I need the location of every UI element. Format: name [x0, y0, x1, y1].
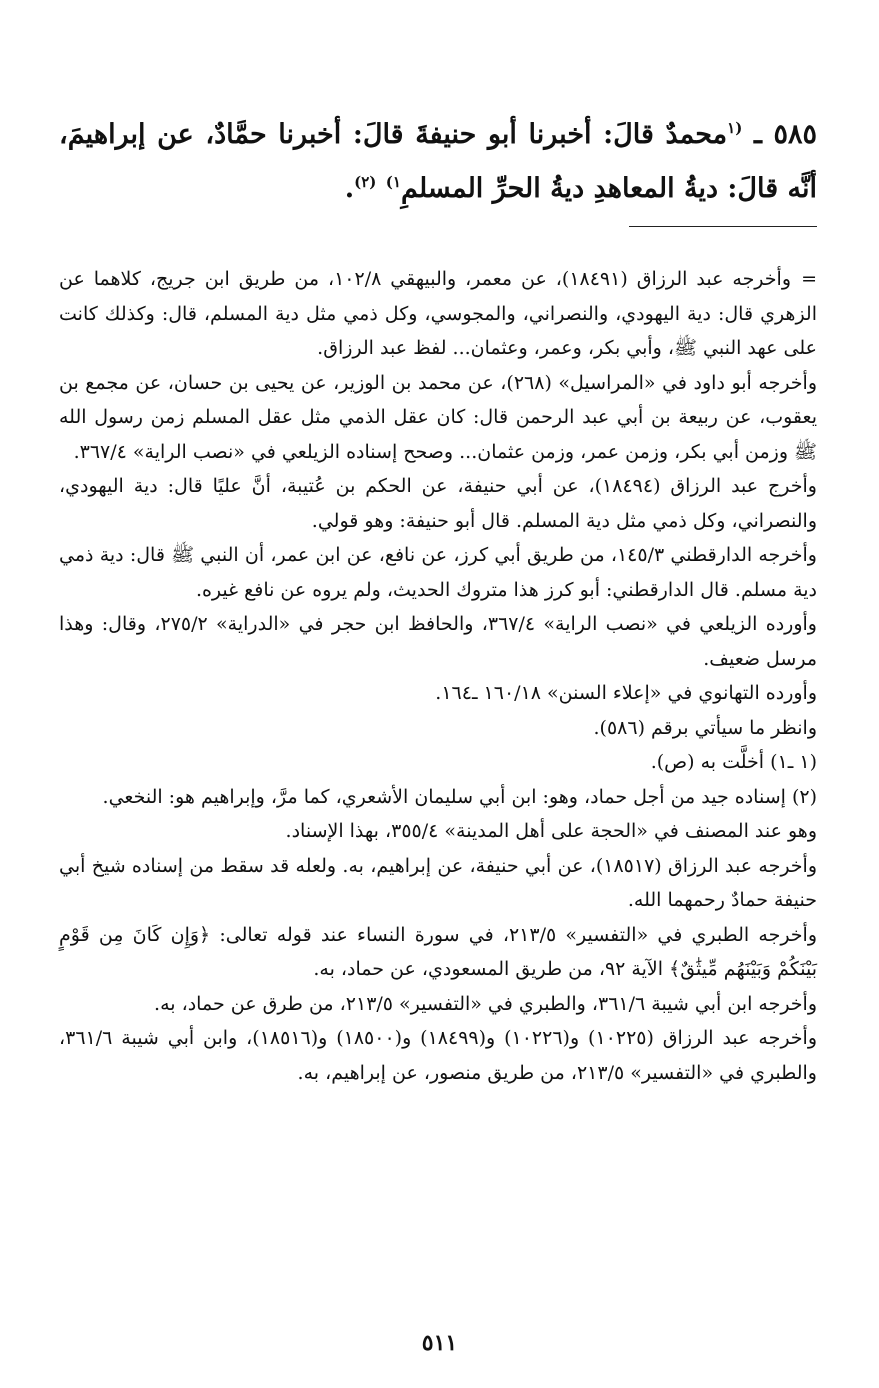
- footnote-paragraph: وأورده التهانوي في «إعلاء السنن» ١٦٠/١٨ ـ١٦٤.: [435, 682, 817, 704]
- footnote-paragraph: وأخرجه ابن أبي شيبة ٣٦١/٦، والطبري في «التفسير» ٢١٣/٥، من طرق عن حماد، به.: [154, 992, 817, 1015]
- footnote-paragraph: وانظر ما سيأتي برقم (٥٨٦).: [593, 716, 817, 739]
- footnote-paragraph: وأخرجه الدارقطني ١٤٥/٣، من طريق أبي كرز، عن نافع، عن ابن عمر، أن النبي ﷺ قال: دية ذمي دية مسلم. قال الدارقطني: أبو كرز هذا متروك الحديث، ولم يروه عن نافع غيره.: [59, 544, 817, 601]
- footnote-paragraph: وهو عند المصنف في «الحجة على أهل المدينة» ٣٥٥/٤، بهذا الإسناد.: [285, 820, 817, 842]
- hadith-body: محمدٌ قالَ: أخبرنا أبو حنيفةَ قالَ: أخبرنا حمَّادٌ، عن إبراهيمَ، أنَّه قالَ: ديةُ المعاهدِ ديةُ الحرِّ المسلمِ: [59, 119, 817, 204]
- page-number: ٥١١: [421, 1330, 458, 1356]
- footnote-1: (١ ـ١) أخلَّت به (ص).: [650, 751, 817, 773]
- footnote-paragraph: وأورده الزيلعي في «نصب الراية» ٣٦٧/٤، والحافظ ابن حجر في «الدراية» ٢٧٥/٢، وقال: وهذا مرسل ضعيف.: [59, 613, 817, 670]
- footnote-ref-2: (٢): [354, 173, 377, 191]
- footnote-paragraph: وأخرجه الطبري في «التفسير» ٢١٣/٥، في سورة النساء عند قوله تعالى: ﴿وَإِن كَانَ مِن قَوْمٍ بَيْنَكُمْ وَبَيْنَهُم مِّيثَٰقٌ﴾ الآية ٩٢، من طريق المسعودي، عن حماد، به.: [59, 923, 818, 980]
- continuation-mark: =: [801, 268, 817, 290]
- footnote-paragraph: وأخرجه عبد الرزاق (١٨٤٩١)، عن معمر، والبيهقي ١٠٢/٨، من طريق ابن جريج، كلاهما عن الزهري قال: دية اليهودي، والنصراني، والمجوسي، وكل ذمي مثل دية المسلم، قال: وكذلك كانت على عهد النبي ﷺ، وأبي بكر، وعمر، وعثمان... لفظ عبد الرزاق.: [59, 268, 817, 359]
- footnote-paragraph: وأخرجه عبد الرزاق (١٠٢٢٥) و(١٠٢٢٦) و(١٨٤٩٩) و(١٨٥٠٠) و(١٨٥١٦)، وابن أبي شيبة ٣٦١/٦، والطبري في «التفسير» ٢١٣/٥، من طريق منصور، عن إبراهيم، به.: [59, 1027, 817, 1084]
- hadith-number: ٥٨٥ ـ: [753, 119, 817, 150]
- footnote-paragraph: وأخرجه عبد الرزاق (١٨٥١٧)، عن أبي حنيفة، عن إبراهيم، به. ولعله قد سقط من إسناده شيخ أبي حنيفة حمادٌ رحمهما الله.: [59, 854, 818, 911]
- footnote-2: (٢) إسناده جيد من أجل حماد، وهو: ابن أبي سليمان الأشعري، كما مرَّ، وإبراهيم هو: النخعي.: [102, 785, 817, 808]
- footnote-paragraph: وأخرجه أبو داود في «المراسيل» (٢٦٨)، عن محمد بن الوزير، عن يحيى بن حسان، عن مجمع بن يعقوب، عن ربيعة بن أبي عبد الرحمن قال: كان عقل الذمي مثل عقل المسلم زمن رسول الله ﷺ وزمن أبي بكر، وزمن عمر، وزمن عثمان... وصحح إسناده الزيلعي في «نصب الراية» ٣٦٧/٤.: [59, 371, 817, 463]
- footnote-ref-open: (١: [727, 119, 743, 137]
- footnote-continued: [59, 262, 817, 366]
- hadith-text: [59, 108, 817, 216]
- hadith-end-punct: .: [344, 173, 355, 204]
- footnote-ref-close: ١): [385, 173, 401, 191]
- footnote-separator: [629, 226, 817, 227]
- footnotes-section: [59, 262, 817, 1090]
- footnote-paragraph: وأخرج عبد الرزاق (١٨٤٩٤)، عن أبي حنيفة، عن الحكم بن عُتيبة، أنَّ عليًا قال: دية اليهودي، والنصراني، وكل ذمي مثل دية المسلم. قال أبو حنيفة: وهو قولي.: [59, 475, 817, 532]
